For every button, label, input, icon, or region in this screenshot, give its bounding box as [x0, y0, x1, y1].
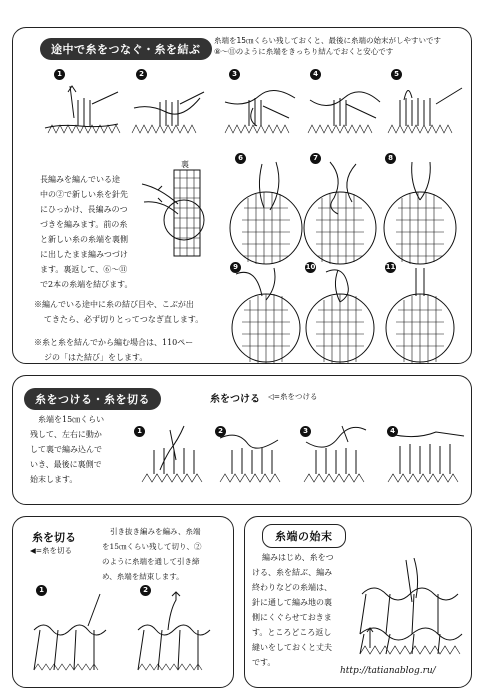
attach-paragraph-line3: して裏で編み込んで [30, 445, 102, 454]
join-paragraph-line5: と新しい糸の糸端を裏側 [40, 235, 128, 244]
attach-step-1: 1 [134, 426, 145, 437]
ends-paragraph-line7: 縫いをしておくと丈夫 [252, 643, 332, 652]
attach-steps-illustration [140, 420, 468, 492]
cut-paragraph-line3: のように糸端を通して引き締 [102, 557, 200, 566]
weave-ends-illustration [356, 558, 468, 668]
back-view-illustration [140, 168, 220, 258]
step-number-2: 2 [136, 69, 147, 80]
section-title-join-yarn: 途中で糸をつなぐ・糸を結ぶ [40, 38, 212, 60]
join-note1-line1: ※編んでいる途中に糸の結び目や、こぶが出 [34, 300, 194, 309]
ends-paragraph-line3: 終わりなどの糸端は、 [252, 583, 332, 592]
join-note1-line2: てきたら、必ず切りとってつなぎ直します。 [44, 315, 204, 324]
section-title-attach-cut: 糸をつける・糸を切る [24, 388, 161, 410]
step-number-5: 5 [391, 69, 402, 80]
attach-step-4: 4 [387, 426, 398, 437]
back-label: 裏 [181, 160, 189, 169]
steps-1-5-illustration [40, 78, 470, 140]
step-number-4: 4 [310, 69, 321, 80]
attach-paragraph-line2: 残して、左右に動か [30, 430, 102, 439]
step-number-9: 9 [230, 262, 241, 273]
attach-step-3: 3 [300, 426, 311, 437]
ends-paragraph-line2: ける、糸を結ぶ、編み [252, 568, 333, 577]
step-number-7: 7 [310, 153, 321, 164]
yarn-note-line1: 糸端を15㎝くらい残しておくと、最後に糸端の始末がしやすいです [214, 36, 442, 45]
attach-subtitle: 糸をつける [210, 394, 260, 405]
yarn-note-line2: ⑧〜⑪のように糸端をきっちり結んでおくと安心です [214, 47, 394, 56]
step-number-8: 8 [385, 153, 396, 164]
cut-paragraph-line2: を15㎝くらい残して切り、② [102, 542, 202, 551]
cut-step-1: 1 [36, 585, 47, 596]
join-paragraph-line1: 長編みを編んでいる途 [40, 175, 120, 184]
ends-paragraph-line5: 側にくぐらせておきま [252, 613, 332, 622]
cut-step-2: 2 [140, 585, 151, 596]
join-paragraph-line8: で2本の糸端を結びます。 [40, 280, 133, 289]
step-number-11: 11 [385, 263, 396, 271]
join-paragraph-line7: ます。裏返して、⑥〜⑪ [40, 265, 128, 274]
ends-paragraph-line1: 編みはじめ、糸をつ [262, 553, 334, 562]
join-paragraph-line2: 中の②で新しい糸を針先 [40, 190, 128, 199]
join-paragraph-line3: にひっかけ、長編みのつ [40, 205, 128, 214]
steps-6-11-illustration [226, 158, 466, 368]
ends-paragraph-line8: です。 [252, 658, 276, 667]
section-title-cut-yarn: 糸を切る [32, 531, 76, 544]
step-number-10: 10 [305, 263, 316, 271]
cut-paragraph-line4: め、糸端を結束します。 [102, 572, 184, 581]
attach-step-2: 2 [215, 426, 226, 437]
step-number-3: 3 [229, 69, 240, 80]
join-note2-line2: ジの「はた結び」をします。 [44, 353, 148, 362]
step-number-6: 6 [235, 153, 246, 164]
cut-steps-illustration [30, 590, 225, 678]
attach-paragraph-line4: いき、最後に裏側で [30, 460, 102, 469]
step-number-1: 1 [54, 69, 65, 80]
attach-paragraph-line1: 糸端を15㎝くらい [38, 415, 105, 424]
join-paragraph-line4: づきを編みます。前の糸 [40, 220, 128, 229]
footer-url: http://tatianablog.ru/ [340, 666, 436, 676]
ends-paragraph-line6: す。ところどころ返し [252, 628, 332, 637]
join-paragraph-line6: に出したまま編みつづけ [40, 250, 128, 259]
cut-paragraph-line1: 引き抜き編みを編み、糸端 [110, 527, 201, 536]
cut-legend: ◀=糸を切る [30, 546, 73, 555]
section-title-weave-ends: 糸端の始末 [262, 524, 346, 548]
attach-legend: ◁=糸をつける [268, 392, 318, 401]
attach-paragraph-line5: 始末します。 [30, 475, 78, 484]
ends-paragraph-line4: 針に通して編み地の裏 [252, 598, 332, 607]
join-note2-line1: ※糸と糸を結んでから編む場合は、110ペー [34, 338, 194, 347]
